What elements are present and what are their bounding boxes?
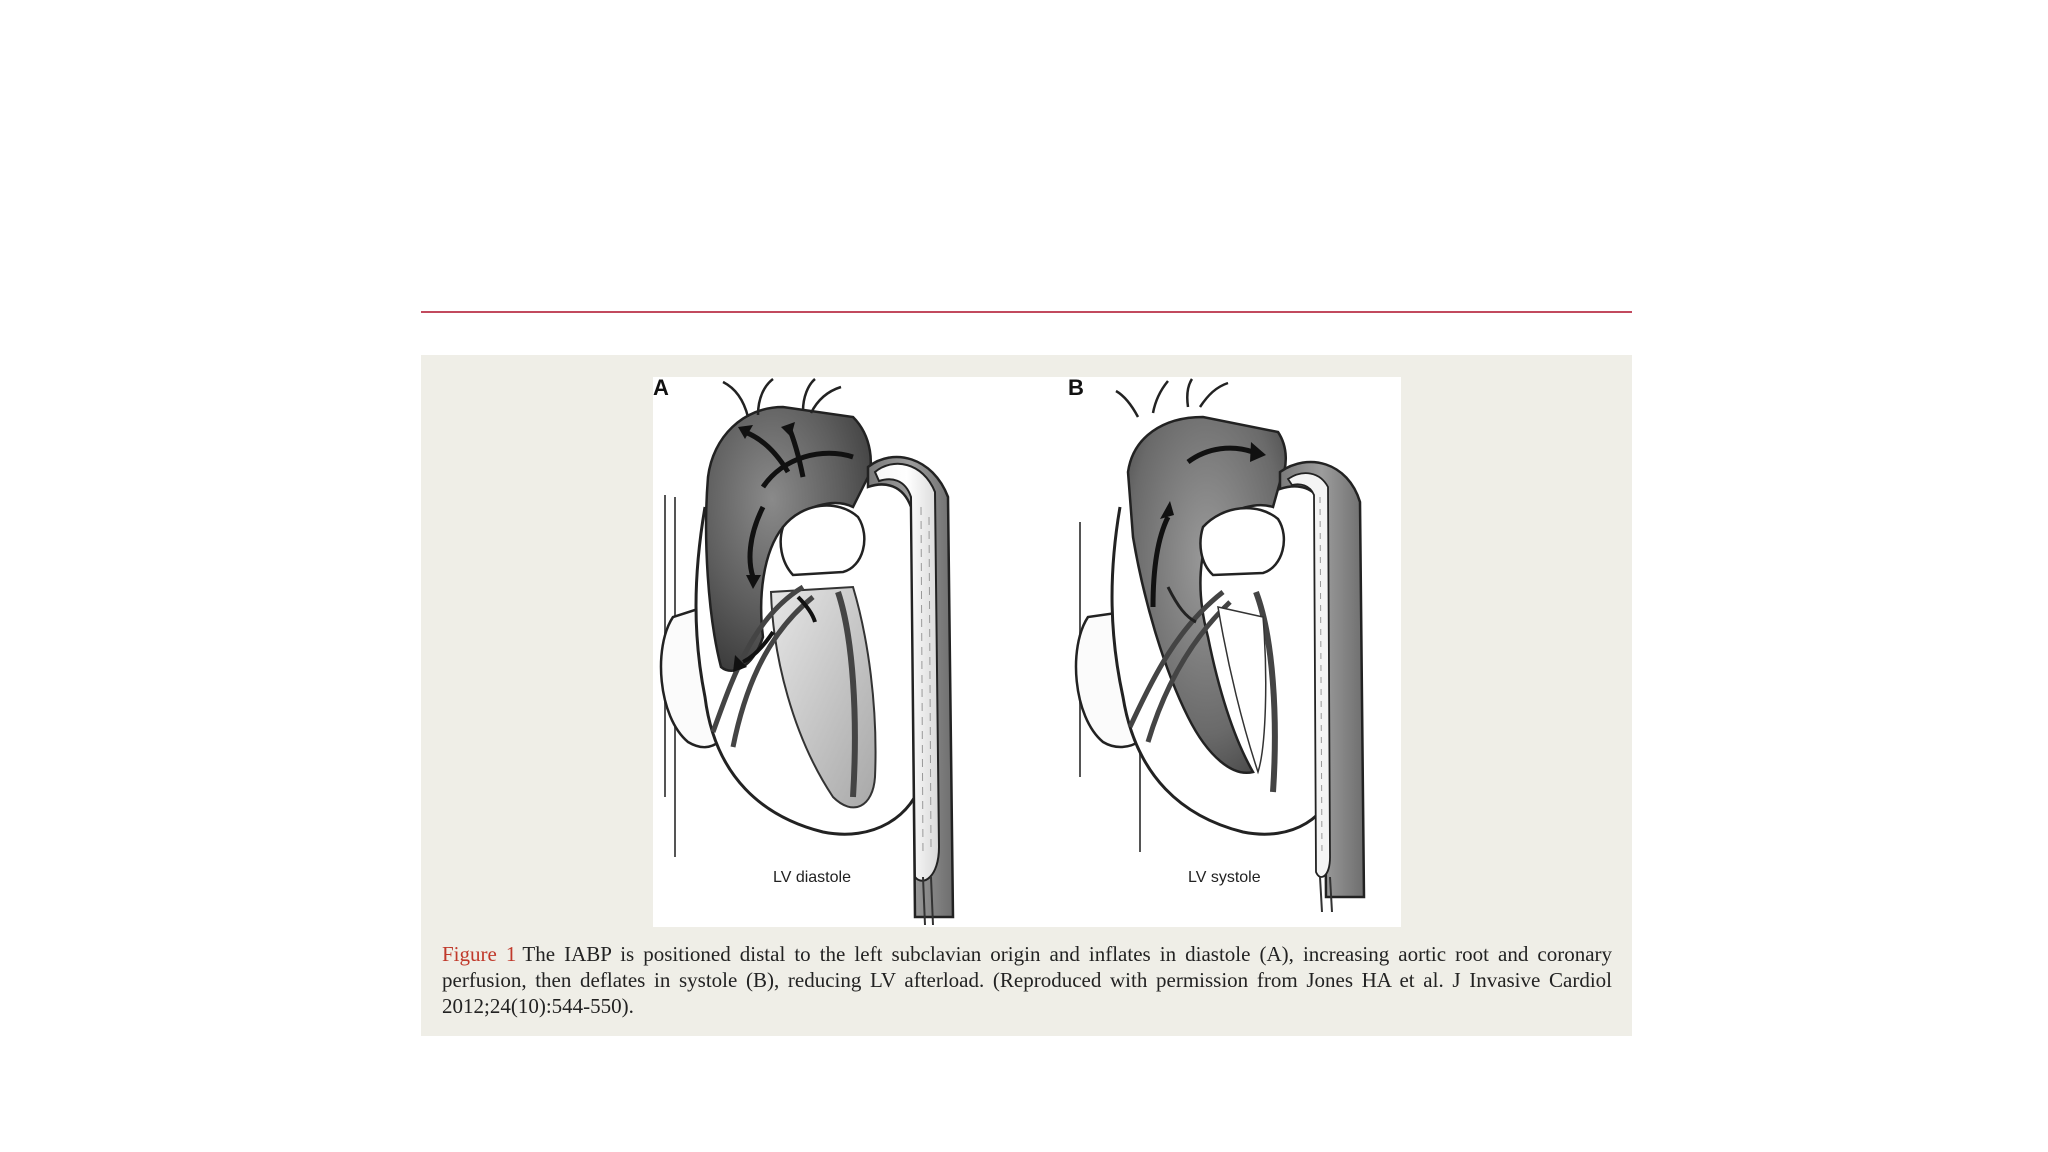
panel-a-letter: A — [653, 377, 669, 400]
figure-caption-text: The IABP is positioned distal to the left subclavian origin and inflates in diastole (A), increasing aortic root and coronary perfusion, then deflates in systole (B), reducing LV afterload. (Reproduced with permission from Jones HA et al. J Invasive Cardiol 2012;24(10):544-550). — [442, 942, 1613, 1018]
panel-a-drawing — [653, 377, 953, 925]
figure-illustration — [653, 377, 1401, 927]
panel-b-letter: B — [1068, 377, 1084, 400]
panel-b-caption: LV systole — [1188, 869, 1261, 886]
panel-b-drawing — [1068, 377, 1364, 912]
figure-label: Figure 1 — [442, 942, 517, 966]
heart-iabp-illustration — [653, 377, 1401, 927]
panel-a-caption: LV diastole — [773, 869, 851, 886]
figure-box — [421, 355, 1632, 1036]
section-rule — [421, 311, 1632, 313]
figure-caption — [442, 941, 1612, 1019]
